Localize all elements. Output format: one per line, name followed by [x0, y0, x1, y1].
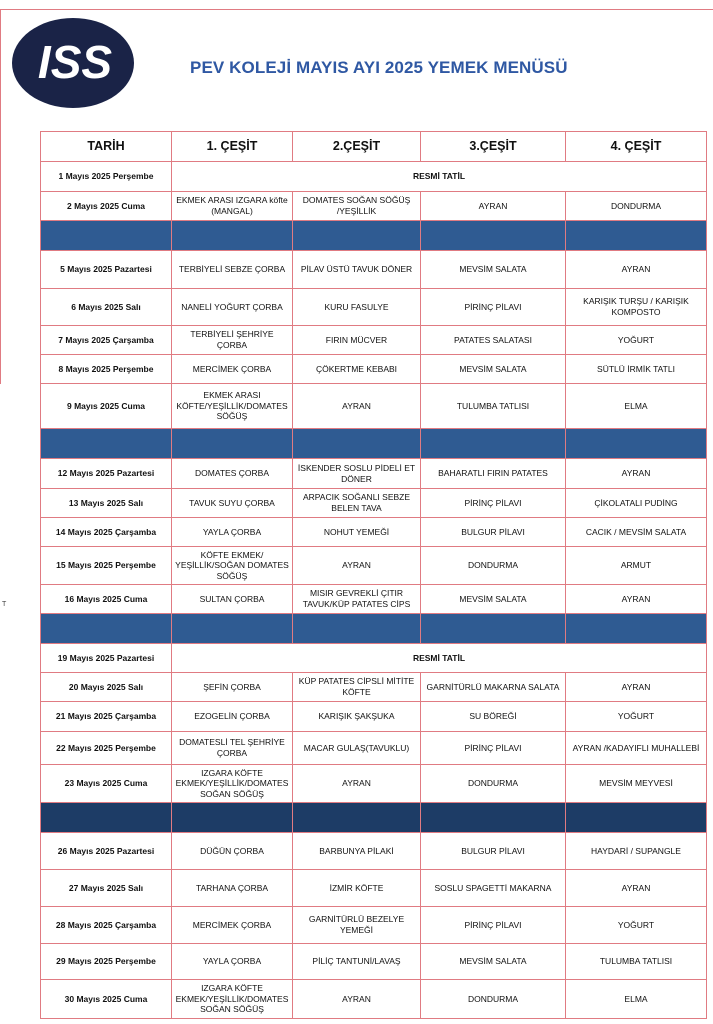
- menu-cell: KARIŞIK ŞAKŞUKA: [293, 702, 421, 732]
- menu-cell: ÇİKOLATALI PUDİNG: [566, 489, 707, 518]
- menu-cell: SÜTLÜ İRMİK TATLI: [566, 355, 707, 384]
- menu-cell: YOĞURT: [566, 907, 707, 944]
- date-cell: 22 Mayıs 2025 Perşembe: [41, 732, 172, 765]
- menu-cell: BARBUNYA PİLAKİ: [293, 833, 421, 870]
- menu-cell: BULGUR PİLAVI: [421, 833, 566, 870]
- menu-cell: AYRAN: [566, 870, 707, 907]
- table-row: [41, 547, 707, 585]
- menu-cell: MEVSİM SALATA: [421, 585, 566, 614]
- date-cell: 6 Mayıs 2025 Salı: [41, 289, 172, 326]
- menu-cell: FIRIN MÜCVER: [293, 326, 421, 355]
- table-row: [41, 162, 707, 192]
- table-row: [41, 644, 707, 673]
- date-cell: 9 Mayıs 2025 Cuma: [41, 384, 172, 429]
- menu-cell: BULGUR PİLAVI: [421, 518, 566, 547]
- menu-cell: KÖFTE EKMEK/ YEŞİLLİK/SOĞAN DOMATES SÖĞÜŞ: [172, 547, 293, 585]
- menu-cell: EKMEK ARASI KÖFTE/YEŞİLLİK/DOMATES SÖĞÜŞ: [172, 384, 293, 429]
- menu-cell: AYRAN: [293, 384, 421, 429]
- table-row: [41, 355, 707, 384]
- table-row: [41, 673, 707, 702]
- table-row: [41, 980, 707, 1019]
- menu-cell: MEVSİM SALATA: [421, 355, 566, 384]
- date-cell: 27 Mayıs 2025 Salı: [41, 870, 172, 907]
- menu-cell: IZGARA KÖFTE EKMEK/YEŞİLLİK/DOMATES SOĞAN SÖĞÜŞ: [172, 765, 293, 803]
- table-row: [41, 907, 707, 944]
- menu-cell: DONDURMA: [421, 547, 566, 585]
- table-row: [41, 384, 707, 429]
- date-cell: 8 Mayıs 2025 Perşembe: [41, 355, 172, 384]
- column-header-course-4: 4. ÇEŞİT: [566, 132, 707, 162]
- page-border-left: [0, 9, 1, 384]
- date-cell: 29 Mayıs 2025 Perşembe: [41, 944, 172, 980]
- menu-cell: SULTAN ÇORBA: [172, 585, 293, 614]
- table-row: [41, 289, 707, 326]
- date-cell: 7 Mayıs 2025 Çarşamba: [41, 326, 172, 355]
- menu-cell: TULUMBA TATLISI: [566, 944, 707, 980]
- table-row: [41, 870, 707, 907]
- date-cell: 23 Mayıs 2025 Cuma: [41, 765, 172, 803]
- column-header-date: TARİH: [41, 132, 172, 162]
- table-row: [41, 833, 707, 870]
- menu-cell: AYRAN: [421, 192, 566, 221]
- menu-cell: GARNİTÜRLÜ BEZELYE YEMEĞİ: [293, 907, 421, 944]
- menu-cell: AYRAN: [566, 585, 707, 614]
- column-header-course-1: 1. ÇEŞİT: [172, 132, 293, 162]
- menu-cell: İSKENDER SOSLU PİDELİ ET DÖNER: [293, 459, 421, 489]
- column-header-course-2: 2.ÇEŞİT: [293, 132, 421, 162]
- menu-cell: IZGARA KÖFTE EKMEK/YEŞİLLİK/DOMATES SOĞAN SÖĞÜŞ: [172, 980, 293, 1019]
- menu-cell: NANELİ YOĞURT ÇORBA: [172, 289, 293, 326]
- menu-cell: PİRİNÇ PİLAVI: [421, 732, 566, 765]
- date-cell: 28 Mayıs 2025 Çarşamba: [41, 907, 172, 944]
- week-separator: [41, 221, 707, 251]
- menu-cell: MISIR GEVREKLİ ÇITIR TAVUK/KÜP PATATES CİPS: [293, 585, 421, 614]
- date-cell: 1 Mayıs 2025 Perşembe: [41, 162, 172, 192]
- menu-cell: DONDURMA: [566, 192, 707, 221]
- menu-cell: ÇÖKERTME KEBABI: [293, 355, 421, 384]
- menu-cell: AYRAN /KADAYIFLI MUHALLEBİ: [566, 732, 707, 765]
- menu-cell: BAHARATLI FIRIN PATATES: [421, 459, 566, 489]
- date-cell: 19 Mayıs 2025 Pazartesi: [41, 644, 172, 673]
- column-header-course-3: 3.ÇEŞİT: [421, 132, 566, 162]
- menu-cell: PİRİNÇ PİLAVI: [421, 907, 566, 944]
- iss-logo: [11, 17, 135, 109]
- menu-cell: ELMA: [566, 384, 707, 429]
- menu-cell: DÜĞÜN ÇORBA: [172, 833, 293, 870]
- menu-cell: MACAR GULAŞ(TAVUKLU): [293, 732, 421, 765]
- table-row: [41, 944, 707, 980]
- menu-cell: ARPACIK SOĞANLI SEBZE BELEN TAVA: [293, 489, 421, 518]
- menu-cell: MEVSİM SALATA: [421, 251, 566, 289]
- holiday-cell: RESMİ TATİL: [172, 644, 707, 673]
- menu-cell: DONDURMA: [421, 980, 566, 1019]
- menu-cell: SU BÖREĞİ: [421, 702, 566, 732]
- menu-cell: TULUMBA TATLISI: [421, 384, 566, 429]
- date-cell: 26 Mayıs 2025 Pazartesi: [41, 833, 172, 870]
- table-row: [41, 326, 707, 355]
- week-separator: [41, 429, 707, 459]
- table-row: [41, 459, 707, 489]
- menu-cell: PATATES SALATASI: [421, 326, 566, 355]
- date-cell: 5 Mayıs 2025 Pazartesi: [41, 251, 172, 289]
- date-cell: 20 Mayıs 2025 Salı: [41, 673, 172, 702]
- stray-mark: T: [2, 601, 7, 608]
- menu-cell: DOMATES SOĞAN SÖĞÜŞ /YEŞİLLİK: [293, 192, 421, 221]
- menu-cell: YOĞURT: [566, 702, 707, 732]
- menu-cell: PİRİNÇ PİLAVI: [421, 489, 566, 518]
- table-row: [41, 585, 707, 614]
- menu-cell: AYRAN: [293, 980, 421, 1019]
- menu-cell: DOMATES ÇORBA: [172, 459, 293, 489]
- menu-cell: GARNİTÜRLÜ MAKARNA SALATA: [421, 673, 566, 702]
- date-cell: 12 Mayıs 2025 Pazartesi: [41, 459, 172, 489]
- menu-cell: MEVSİM MEYVESİ: [566, 765, 707, 803]
- menu-cell: AYRAN: [566, 251, 707, 289]
- week-separator: [41, 614, 707, 644]
- menu-cell: PİLAV ÜSTÜ TAVUK DÖNER: [293, 251, 421, 289]
- date-cell: 16 Mayıs 2025 Cuma: [41, 585, 172, 614]
- menu-cell: SOSLU SPAGETTİ MAKARNA: [421, 870, 566, 907]
- menu-cell: MEVSİM SALATA: [421, 944, 566, 980]
- menu-cell: PİLİÇ TANTUNİ/LAVAŞ: [293, 944, 421, 980]
- table-row: [41, 732, 707, 765]
- date-cell: 2 Mayıs 2025 Cuma: [41, 192, 172, 221]
- menu-cell: KARIŞIK TURŞU / KARIŞIK KOMPOSTO: [566, 289, 707, 326]
- table-row: [41, 192, 707, 221]
- table-row: [41, 489, 707, 518]
- menu-cell: KURU FASULYE: [293, 289, 421, 326]
- date-cell: 14 Mayıs 2025 Çarşamba: [41, 518, 172, 547]
- menu-cell: AYRAN: [293, 765, 421, 803]
- menu-cell: YAYLA ÇORBA: [172, 944, 293, 980]
- menu-cell: İZMİR KÖFTE: [293, 870, 421, 907]
- menu-cell: EKMEK ARASI IZGARA köfte (MANGAL): [172, 192, 293, 221]
- holiday-cell: RESMİ TATİL: [172, 162, 707, 192]
- logo-text: ISS: [37, 36, 113, 88]
- date-cell: 15 Mayıs 2025 Perşembe: [41, 547, 172, 585]
- menu-cell: YOĞURT: [566, 326, 707, 355]
- table-row: [41, 251, 707, 289]
- table-row: [41, 702, 707, 732]
- week-separator: [41, 803, 707, 833]
- menu-cell: AYRAN: [566, 459, 707, 489]
- menu-cell: AYRAN: [293, 547, 421, 585]
- date-cell: 30 Mayıs 2025 Cuma: [41, 980, 172, 1019]
- menu-cell: ARMUT: [566, 547, 707, 585]
- menu-cell: PİRİNÇ PİLAVI: [421, 289, 566, 326]
- menu-cell: MERCİMEK ÇORBA: [172, 355, 293, 384]
- menu-cell: ELMA: [566, 980, 707, 1019]
- menu-cell: HAYDARİ / SUPANGLE: [566, 833, 707, 870]
- menu-cell: DOMATESLİ TEL ŞEHRİYE ÇORBA: [172, 732, 293, 765]
- header-row: [41, 132, 707, 162]
- menu-cell: AYRAN: [566, 673, 707, 702]
- table-row: [41, 518, 707, 547]
- menu-table: [40, 131, 707, 1019]
- table-row: [41, 765, 707, 803]
- menu-cell: YAYLA ÇORBA: [172, 518, 293, 547]
- date-cell: 21 Mayıs 2025 Çarşamba: [41, 702, 172, 732]
- menu-cell: TERBİYELİ SEBZE ÇORBA: [172, 251, 293, 289]
- menu-cell: EZOGELİN ÇORBA: [172, 702, 293, 732]
- menu-cell: NOHUT YEMEĞİ: [293, 518, 421, 547]
- menu-cell: KÜP PATATES CİPSLİ MİTİTE KÖFTE: [293, 673, 421, 702]
- menu-cell: TARHANA ÇORBA: [172, 870, 293, 907]
- menu-cell: DONDURMA: [421, 765, 566, 803]
- menu-cell: TAVUK SUYU ÇORBA: [172, 489, 293, 518]
- date-cell: 13 Mayıs 2025 Salı: [41, 489, 172, 518]
- menu-cell: CACIK / MEVSİM SALATA: [566, 518, 707, 547]
- menu-cell: ŞEFİN ÇORBA: [172, 673, 293, 702]
- menu-cell: TERBİYELİ ŞEHRİYE ÇORBA: [172, 326, 293, 355]
- page-title: PEV KOLEJİ MAYIS AYI 2025 YEMEK MENÜSÜ: [190, 58, 568, 77]
- menu-cell: MERCİMEK ÇORBA: [172, 907, 293, 944]
- page-border-top: [0, 9, 713, 10]
